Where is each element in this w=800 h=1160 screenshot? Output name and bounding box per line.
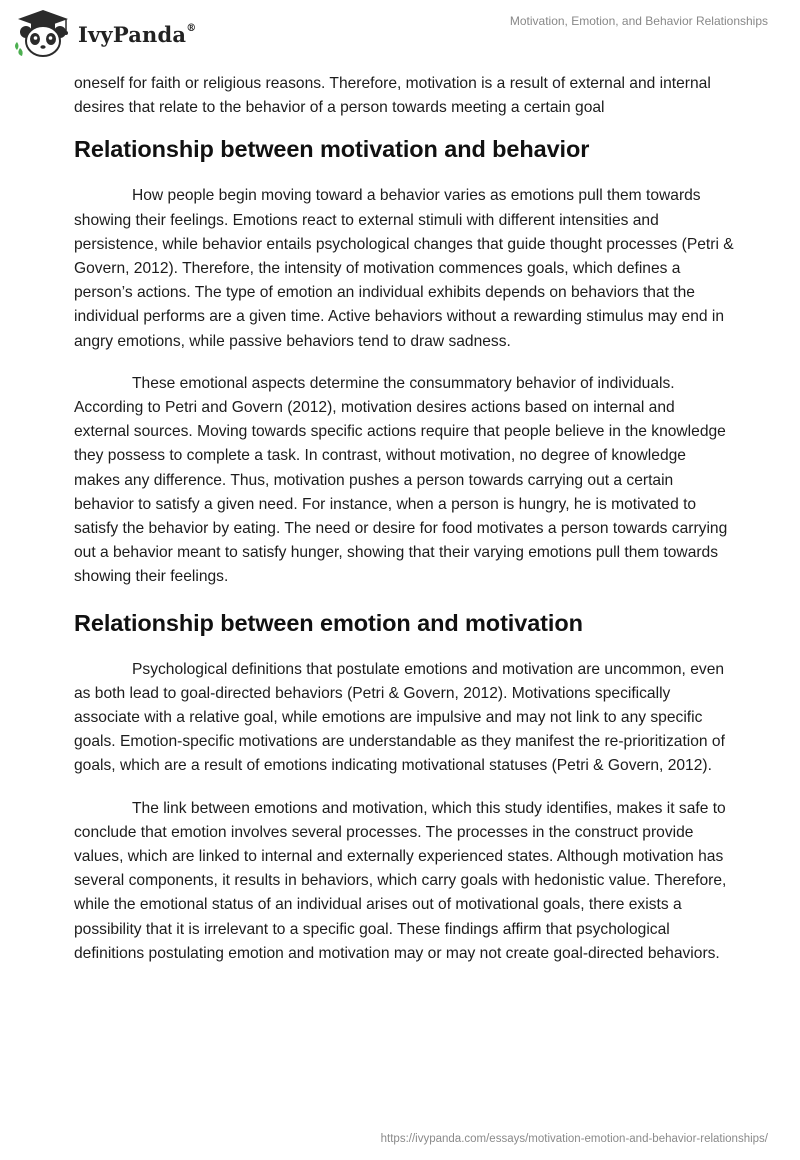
section-heading-emotion-motivation: Relationship between emotion and motivation <box>74 609 583 636</box>
page-header <box>0 0 800 72</box>
panda-graduate-icon <box>14 8 72 58</box>
section-heading-motivation-behavior: Relationship between motivation and behavior <box>74 136 590 163</box>
brand-logo[interactable] <box>14 8 196 58</box>
document-title: Motivation, Emotion, and Behavior Relationships <box>509 14 768 28</box>
paragraph: How people begin moving toward a behavior varies as emotions pull them towards showing their feelings. Emotions react to external stimuli with different intensities and persistence, while behavior entails psychological changes that guide thought processes (Petri & Govern, 2012). Therefore, the intensity of motivation commences goals, which defines a person’s actions. The type of emotion an individual exhibits depends on behaviors that the individual performs are a given time. Active behaviors without a rewarding stimulus may end in angry emotions, while passive behaviors tend to draw sadness. <box>74 187 734 350</box>
registered-mark: ® <box>186 22 197 34</box>
paragraph: The link between emotions and motivation, which this study identifies, makes it safe to conclude that emotion involves several processes. The processes in the construct provide values, which are linked to internal and externally experienced states. Although motivation has several components, it results in behaviors, which carry goals with hedonistic value. Therefore, while the emotional status of an individual arises out of motivational goals, there exists a possibility that it is irrelevant to a specific goal. These findings affirm that psychological definitions postulating emotion and motivation may or may not create goal-directed behaviors. <box>74 799 727 962</box>
source-url[interactable]: https://ivypanda.com/essays/motivation-emotion-and-behavior-relationships/ <box>380 1133 768 1145</box>
lead-paragraph: oneself for faith or religious reasons. Therefore, motivation is a result of external and internal desires that relate to the behavior of a person towards meeting a certain goal <box>74 75 711 117</box>
brand-name <box>78 22 196 47</box>
paragraph: These emotional aspects determine the consummatory behavior of individuals. According to Petri and Govern (2012), motivation desires actions based on internal and external sources. Moving towards specific actions require that people believe in the knowledge they possess to complete a task. In contrast, without motivation, no degree of knowledge makes any difference. Thus, motivation pushes a person towards carrying out a certain behavior to satisfy a given need. For instance, when a person is hungry, he is motivated to satisfy the behavior by eating. The need or desire for food motivates a person towards carrying out a behavior meant to satisfy hunger, showing that their varying emotions pull them towards showing their feelings. <box>74 374 728 586</box>
paragraph: Psychological definitions that postulate emotions and motivation are uncommon, even as both lead to goal-directed behaviors (Petri & Govern, 2012). Motivations specifically associate with a relative goal, while emotions are impulsive and may not link to any specific goals. Emotion-specific motivations are understandable as they manifest the re-prioritization of goals, which are a result of emotions indicating motivational statuses (Petri & Govern, 2012). <box>74 660 725 775</box>
brand-name-text: IvyPanda <box>78 21 187 47</box>
article-body <box>74 72 734 984</box>
